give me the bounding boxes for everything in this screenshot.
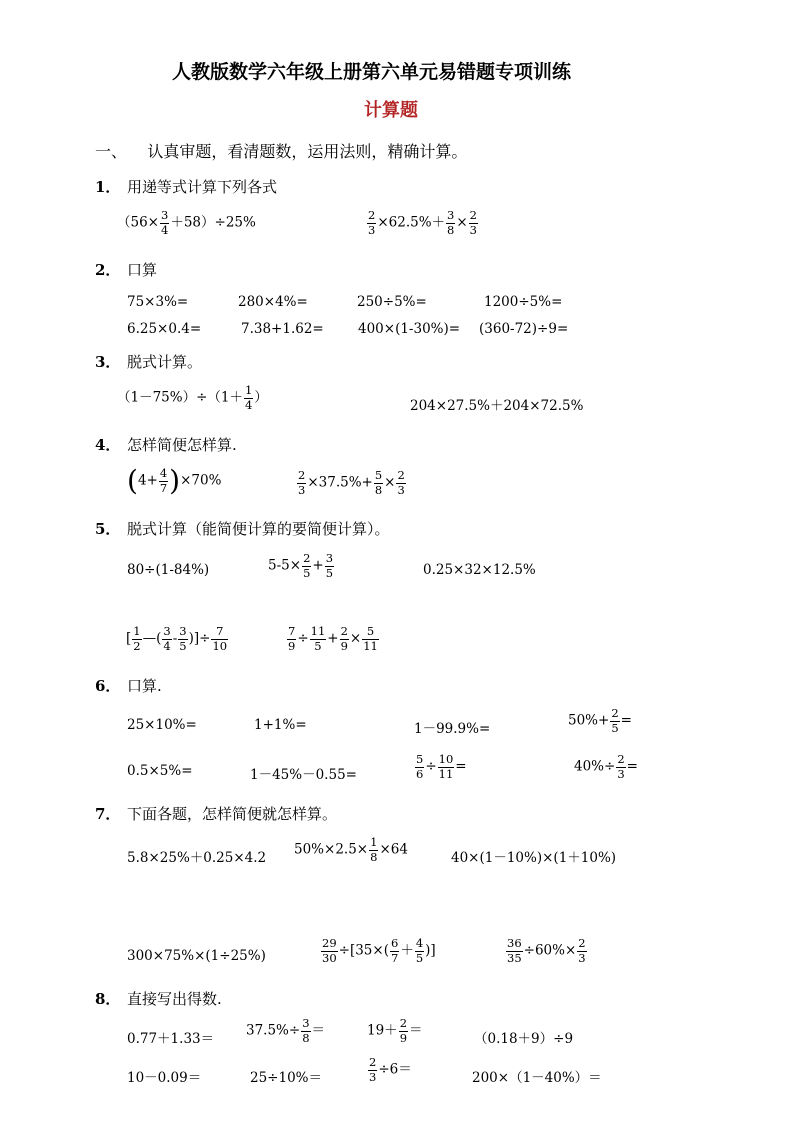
q2-item: 250÷5%= (357, 294, 427, 310)
question-6-heading (95, 675, 162, 696)
q5-expression-1: 80÷(1-84%) (127, 562, 210, 578)
q2-item: 6.25×0.4= (127, 321, 202, 337)
question-text: 脱式计算（能简便计算的要简便计算）。 (127, 520, 390, 538)
q3-expression-2: 204×27.5%＋204×72.5% (410, 398, 584, 414)
question-text: 直接写出得数. (127, 990, 222, 1008)
question-2-heading (95, 259, 157, 280)
q5-expression-3: 0.25×32×12.5% (423, 562, 536, 578)
page-subtitle: 计算题 (364, 100, 418, 121)
q7-expression-1: 5.8×25%＋0.25×4.2 (127, 850, 267, 866)
q2-item: 75×3%= (127, 294, 189, 310)
question-text: 口算. (127, 677, 162, 695)
section-instruction: 认真审题，看清题数，运用法则，精确计算。 (147, 142, 468, 161)
question-text: 用递等式计算下列各式 (127, 178, 278, 196)
q7-expression-4: 300×75%×(1÷25%) (127, 948, 266, 964)
q3-expression-1: （1－75%）÷（1＋ $\frac{1}{4}$ ） (117, 383, 268, 412)
question-4-heading (95, 434, 237, 455)
q6-item: 50%+ $\frac{2}{5}$ = (568, 706, 632, 735)
question-number: 7． (95, 805, 121, 823)
q2-item: 280×4%= (238, 294, 308, 310)
q6-item: 25×10%= (127, 717, 197, 733)
q7-expression-3: 40×(1－10%)×(1＋10%) (451, 850, 617, 866)
q8-item: （0.18＋9）÷9 (474, 1031, 574, 1047)
question-text: 脱式计算。 (127, 353, 203, 371)
q5-expression-4: [ $\frac{1}{2}$ —( $\frac{3}{4}$ - $\frac{3}{5}$ )]÷ $\frac{7}{10}$ (126, 624, 228, 653)
question-number: 6． (95, 677, 121, 695)
q6-item: 40%÷ $\frac{2}{3}$ = (574, 752, 638, 781)
question-5-heading (95, 518, 390, 539)
q7-expression-5: $\frac{29}{30}$ ÷[35×( $\frac{6}{7}$ ＋ $\frac{4}{5}$ )] (322, 936, 436, 965)
question-number: 8． (95, 990, 121, 1008)
section-label: 一、 (95, 142, 128, 161)
question-1-heading (95, 176, 277, 197)
q8-item: 0.77＋1.33＝ (127, 1031, 215, 1047)
q4-expression-1: (4+ $\frac{4}{7}$ )×70% (127, 464, 222, 497)
q2-item: 1200÷5%= (484, 294, 563, 310)
page-title: 人教版数学六年级上册第六单元易错题专项训练 (172, 61, 572, 83)
q4-expression-2: $\frac{2}{3}$ ×37.5%+ $\frac{5}{8}$ × $\frac{2}{3}$ (298, 468, 405, 497)
q8-item: 37.5%÷ $\frac{3}{8}$ ＝ (246, 1016, 326, 1045)
q2-item: (360-72)÷9= (479, 321, 569, 337)
q8-item: 10－0.09＝ (127, 1070, 202, 1086)
question-number: 3． (95, 353, 121, 371)
q6-item: 1－99.9%= (414, 721, 491, 737)
q5-expression-5: $\frac{7}{9}$ ÷ $\frac{11}{5}$ + $\frac{2}{9}$ × $\frac{5}{11}$ (288, 624, 378, 653)
question-text: 下面各题，怎样简便就怎样算。 (127, 805, 338, 823)
question-text: 怎样简便怎样算. (127, 436, 237, 454)
question-number: 4． (95, 436, 121, 454)
q6-item: 1+1%= (254, 717, 307, 733)
q8-item: 25÷10%＝ (250, 1070, 322, 1086)
section-heading (95, 139, 467, 162)
question-number: 1． (95, 178, 121, 196)
q2-item: 400×(1-30%)= (358, 321, 461, 337)
q7-expression-6: $\frac{36}{35}$ ÷60%× $\frac{2}{3}$ (507, 936, 586, 965)
q8-item: 200×（1－40%）＝ (472, 1070, 602, 1086)
question-text: 口算 (127, 261, 158, 279)
q1-expression-1: （56× $\frac{3}{4}$ ＋58）÷25% (117, 208, 256, 237)
question-8-heading (95, 988, 222, 1009)
q1-expression-2: $\frac{2}{3}$ ×62.5%＋ $\frac{3}{8}$ × $\frac{2}{3}$ (368, 208, 477, 237)
question-number: 2． (95, 261, 121, 279)
question-7-heading (95, 803, 337, 824)
question-number: 5． (95, 520, 121, 538)
q7-expression-2: 50%×2.5× $\frac{1}{8}$ ×64 (294, 835, 408, 864)
question-3-heading (95, 351, 202, 372)
q6-item: 1－45%－0.55= (250, 767, 357, 783)
q6-item: 0.5×5%= (127, 763, 193, 779)
q5-expression-2: 5-5× $\frac{2}{5}$ + $\frac{3}{5}$ (268, 551, 334, 580)
q8-item: 19＋ $\frac{2}{9}$ ＝ (367, 1016, 423, 1045)
q2-item: 7.38+1.62= (241, 321, 324, 337)
q6-item: $\frac{5}{6}$ ÷ $\frac{10}{11}$ = (416, 752, 467, 781)
q8-item: $\frac{2}{3}$ ÷6＝ (369, 1055, 412, 1084)
